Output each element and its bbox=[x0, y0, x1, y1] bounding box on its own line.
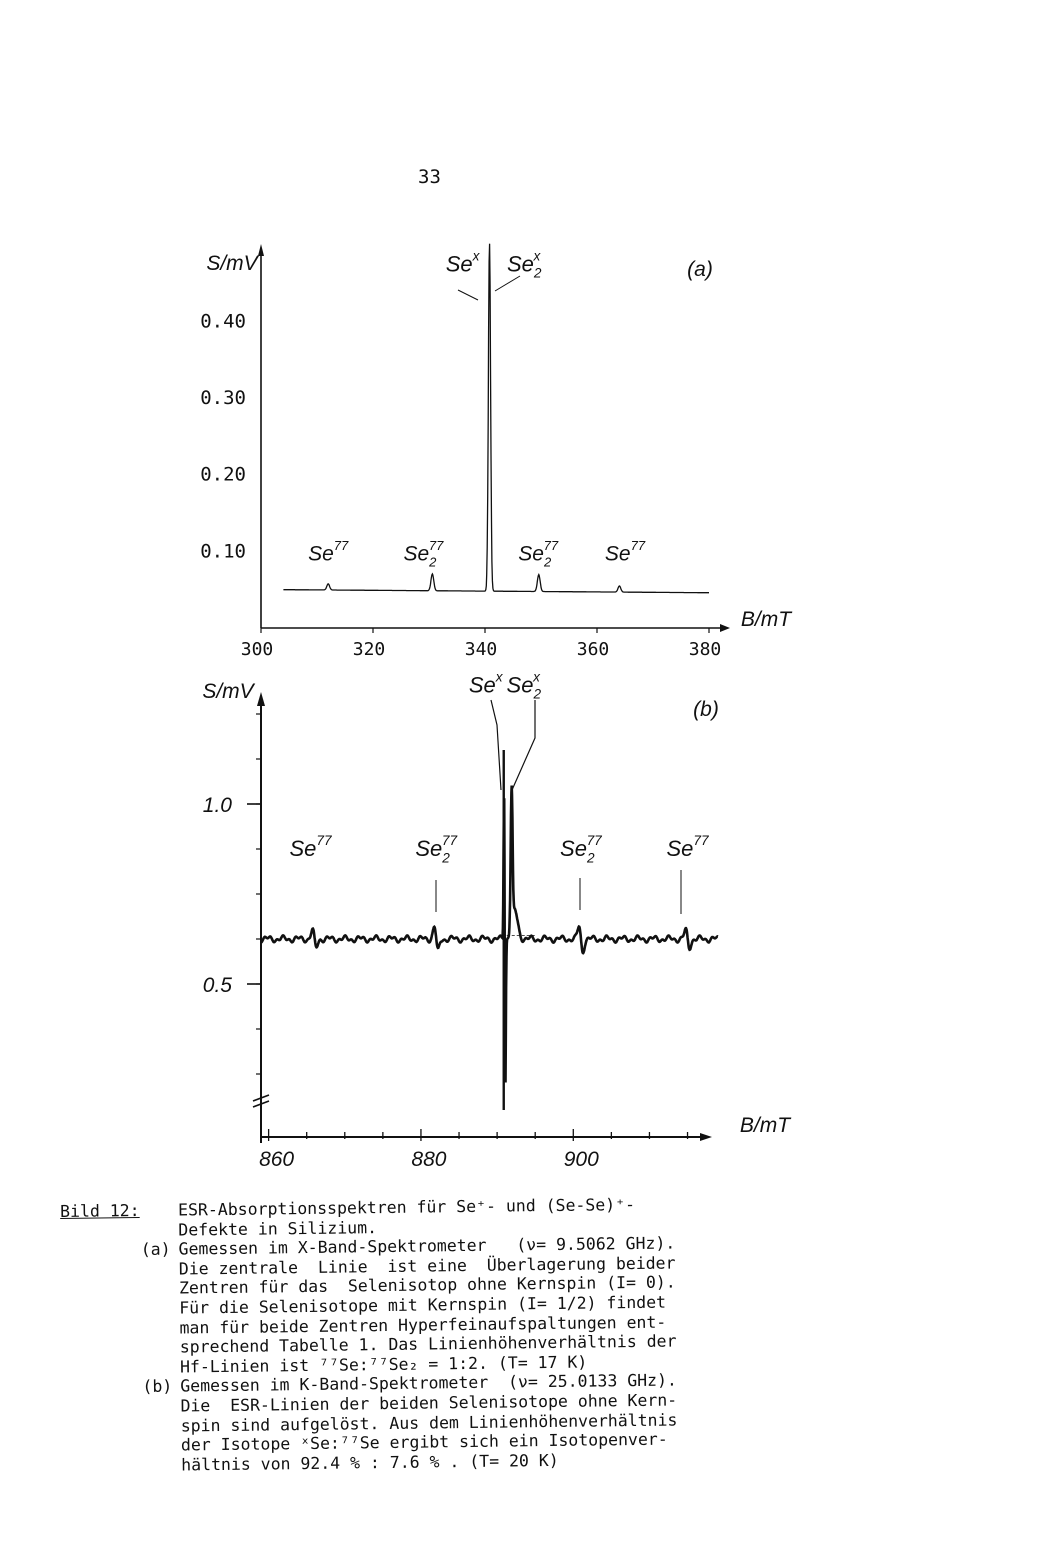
central-line-label: $Se_2x$ bbox=[506, 669, 542, 702]
caption-item-tag bbox=[63, 1416, 181, 1437]
caption-text: Die ESR-Linien der beiden Selenisotope ohne Kern- bbox=[180, 1390, 678, 1416]
caption-item-tag: (a) bbox=[140, 1239, 171, 1260]
esr-spectrum-chart-a bbox=[0, 240, 830, 660]
y-axis-label: S/mV bbox=[206, 252, 258, 275]
caption-item-tag bbox=[61, 1318, 179, 1339]
caption-text: spin sind aufgelöst. Aus dem Linienhöhenverhältnis bbox=[180, 1410, 678, 1436]
y-tick-label: 0.10 bbox=[200, 540, 246, 563]
caption-text: man für beide Zentren Hyperfeinaufspaltungen ent- bbox=[179, 1312, 667, 1338]
hyperfine-line-label: $Se_277$ bbox=[415, 833, 458, 866]
caption-item-tag bbox=[60, 1220, 178, 1241]
caption-text: der Isotope ˣSe:⁷⁷Se ergibt sich ein Isotopenver- bbox=[180, 1429, 668, 1455]
caption-item-tag bbox=[63, 1455, 181, 1476]
x-tick-label: 860 bbox=[259, 1148, 295, 1171]
y-tick-label: 0.30 bbox=[200, 387, 246, 409]
y-axis-label: S/mV bbox=[202, 680, 254, 703]
hyperfine-line-label: Se$^{77}$ bbox=[666, 833, 709, 862]
x-tick-label: 320 bbox=[352, 639, 386, 660]
caption-item-tag bbox=[63, 1436, 181, 1457]
caption-item-tag bbox=[61, 1279, 179, 1300]
caption-text: Die zentrale Linie ist eine Überlagerung beider bbox=[178, 1253, 676, 1279]
caption-text: ESR-Absorptionsspektren für Se⁺- und (Se-Se)⁺- bbox=[177, 1194, 636, 1220]
caption-text: Zentren für das Selenisotop ohne Kernspin (I= 0). bbox=[178, 1272, 676, 1298]
panel-label-b: (b) bbox=[693, 698, 719, 721]
annotation-leader bbox=[458, 290, 478, 300]
caption-item-tag bbox=[62, 1396, 180, 1417]
spectrum-trace-b bbox=[261, 786, 718, 1083]
x-axis-label: B/mT bbox=[740, 608, 792, 631]
x-tick-label: 380 bbox=[688, 639, 722, 660]
x-tick-label: 300 bbox=[240, 639, 274, 660]
hyperfine-line-label: $Se_277$ bbox=[403, 538, 444, 570]
caption-item-tag bbox=[61, 1259, 179, 1280]
caption-item-tag bbox=[62, 1338, 180, 1359]
caption-item-tag bbox=[62, 1357, 180, 1378]
caption-text: sprechend Tabelle 1. Das Linienhöhenverhältnis der bbox=[179, 1331, 677, 1357]
y-tick-label: 1.0 bbox=[202, 794, 232, 817]
annotation-leader bbox=[512, 700, 535, 790]
y-axis-arrow bbox=[258, 244, 264, 256]
x-tick-label: 360 bbox=[576, 639, 610, 660]
central-line-label: Se$^x$ bbox=[445, 248, 480, 277]
x-tick-label: 340 bbox=[464, 639, 498, 660]
annotation-leader bbox=[495, 276, 520, 291]
caption-item-tag bbox=[61, 1299, 179, 1320]
caption-text: Gemessen im X-Band-Spektrometer (ν= 9.5062 GHz). bbox=[178, 1233, 676, 1259]
caption-text: Hf-Linien ist ⁷⁷Se:⁷⁷Se₂ = 1:2. (T= 17 K) bbox=[179, 1352, 588, 1377]
x-tick-label: 900 bbox=[563, 1148, 599, 1171]
esr-spectrum-chart-b bbox=[0, 670, 830, 1180]
caption-text: Defekte in Silizium. bbox=[178, 1217, 378, 1240]
caption-item-tag: (b) bbox=[142, 1376, 173, 1397]
hyperfine-line-label: Se$^{77}$ bbox=[604, 538, 646, 566]
hyperfine-line-label: $Se_277$ bbox=[560, 833, 602, 866]
caption-text: Gemessen im K-Band-Spektrometer (ν= 25.0133 GHz). bbox=[180, 1370, 678, 1396]
caption-text: Für die Selenisotope mit Kernspin (I= 1/2) findet bbox=[179, 1292, 667, 1318]
x-axis-label: B/mT bbox=[739, 1114, 791, 1137]
x-tick-label: 880 bbox=[411, 1148, 447, 1171]
y-tick-label: 0.5 bbox=[202, 974, 232, 997]
caption-label: Bild 12: bbox=[60, 1201, 140, 1221]
caption-text: hältnis von 92.4 % : 7.6 % . (T= 20 K) bbox=[181, 1450, 559, 1475]
hyperfine-line-label: Se$^{77}$ bbox=[308, 538, 349, 566]
page-number: 33 bbox=[418, 166, 441, 188]
hyperfine-line-label: Se$^{77}$ bbox=[289, 833, 332, 862]
hyperfine-line-label: $Se_277$ bbox=[518, 538, 559, 570]
y-tick-label: 0.40 bbox=[200, 310, 246, 333]
figure-caption bbox=[60, 1192, 863, 1476]
x-axis-arrow bbox=[700, 1133, 712, 1141]
central-line-label: $Se_2x$ bbox=[506, 248, 542, 281]
annotation-leader bbox=[491, 700, 501, 790]
y-tick-label: 0.20 bbox=[200, 463, 246, 486]
panel-label-a: (a) bbox=[687, 258, 713, 281]
y-axis-arrow bbox=[257, 692, 265, 706]
central-line-label: Se$^x$ bbox=[468, 669, 503, 698]
x-axis-arrow bbox=[720, 624, 730, 632]
